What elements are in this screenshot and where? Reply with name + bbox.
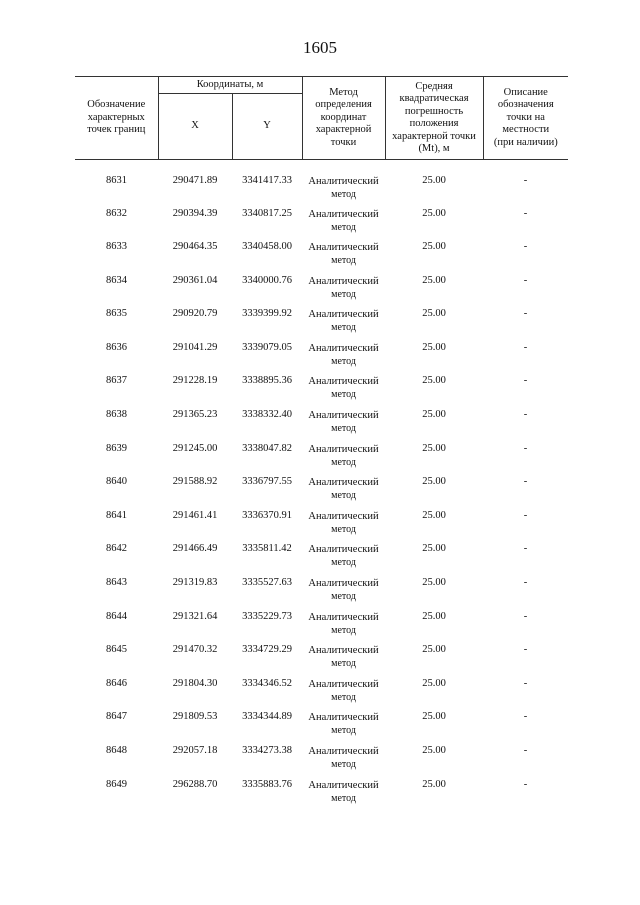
cell-point-id: 8648 — [106, 745, 127, 756]
method-line-1: Аналитический — [308, 242, 379, 254]
cell-method — [302, 308, 385, 342]
cell-description: - — [523, 509, 528, 521]
cell-error: 25.00 — [422, 577, 446, 589]
cell-error: 25.00 — [422, 341, 446, 353]
cell-y: 3336370.91 — [242, 509, 292, 521]
cell-point-id: 8646 — [106, 677, 127, 689]
cell-point-id: 8635 — [106, 308, 127, 320]
method-line-2: метод — [331, 389, 356, 401]
cell-x: 291461.41 — [172, 509, 218, 521]
header-method: Метод определения координат характерной точки — [302, 77, 385, 160]
method-line-1: Аналитический — [308, 208, 379, 220]
cell-x: 291466.49 — [172, 543, 218, 555]
cell-point-id: 8649 — [106, 778, 127, 790]
table-header — [75, 77, 568, 160]
table-row — [75, 241, 568, 275]
cell-error: 25.00 — [422, 677, 446, 689]
cell-description: - — [523, 610, 528, 622]
cell-y: 3340458.00 — [242, 241, 292, 253]
cell-y: 3334273.38 — [242, 745, 292, 756]
method-line-2: метод — [331, 591, 356, 603]
method-line-2: метод — [331, 221, 356, 233]
cell-description: - — [523, 442, 528, 454]
method-line-1: Аналитический — [308, 342, 379, 354]
method-line-1: Аналитический — [308, 779, 379, 791]
table-row — [75, 711, 568, 745]
cell-description: - — [523, 711, 528, 723]
cell-point-id: 8642 — [106, 543, 127, 555]
table-row — [75, 375, 568, 409]
cell-point-id: 8645 — [106, 644, 127, 656]
cell-error: 25.00 — [422, 409, 446, 421]
table-row — [75, 409, 568, 443]
method-line-1: Аналитический — [308, 578, 379, 590]
method-line-1: Аналитический — [308, 611, 379, 623]
cell-description: - — [523, 274, 528, 286]
table-row — [75, 745, 568, 779]
cell-x: 290361.04 — [172, 274, 218, 286]
cell-y: 3338895.36 — [242, 375, 292, 387]
table-row — [75, 443, 568, 477]
cell-method — [302, 160, 385, 208]
cell-method — [302, 409, 385, 443]
cell-point-id: 8632 — [106, 207, 127, 219]
cell-point-id: 8641 — [106, 509, 127, 521]
cell-error: 25.00 — [422, 241, 446, 253]
cell-error: 25.00 — [422, 175, 446, 186]
table-row — [75, 275, 568, 309]
cell-x: 291321.64 — [172, 610, 218, 622]
method-line-1: Аналитический — [308, 712, 379, 724]
cell-point-id: 8639 — [106, 442, 127, 454]
cell-x: 291228.19 — [172, 375, 218, 387]
method-line-2: метод — [331, 725, 356, 737]
cell-method — [302, 241, 385, 275]
cell-method — [302, 745, 385, 779]
cell-error: 25.00 — [422, 543, 446, 555]
cell-y: 3334346.52 — [242, 677, 292, 689]
cell-x: 291319.83 — [172, 577, 218, 589]
cell-description: - — [523, 308, 528, 320]
method-line-1: Аналитический — [308, 176, 379, 187]
table-row — [75, 779, 568, 813]
cell-x: 296288.70 — [172, 778, 218, 790]
table-row — [75, 510, 568, 544]
cell-description: - — [523, 409, 528, 421]
method-line-2: метод — [331, 691, 356, 703]
cell-y: 3338332.40 — [242, 409, 292, 421]
cell-point-id: 8634 — [106, 274, 127, 286]
cell-y: 3341417.33 — [242, 175, 292, 186]
cell-y: 3335811.42 — [242, 543, 292, 555]
header-coordinates: Координаты, м — [158, 77, 302, 94]
cell-y: 3338047.82 — [242, 442, 292, 454]
cell-y: 3340000.76 — [242, 274, 292, 286]
cell-description: - — [523, 577, 528, 589]
method-line-2: метод — [331, 792, 356, 804]
cell-y: 3339399.92 — [242, 308, 292, 320]
method-line-2: метод — [331, 288, 356, 300]
table-row — [75, 160, 568, 208]
cell-method — [302, 543, 385, 577]
cell-description: - — [523, 745, 528, 756]
cell-error: 25.00 — [422, 375, 446, 387]
method-line-1: Аналитический — [308, 645, 379, 657]
method-line-2: метод — [331, 624, 356, 636]
method-line-1: Аналитический — [308, 477, 379, 489]
cell-y: 3335229.73 — [242, 610, 292, 622]
cell-method — [302, 443, 385, 477]
cell-method — [302, 678, 385, 712]
cell-description: - — [523, 207, 528, 219]
cell-point-id: 8636 — [106, 341, 127, 353]
cell-method — [302, 577, 385, 611]
cell-error: 25.00 — [422, 476, 446, 488]
table-row — [75, 678, 568, 712]
cell-description: - — [523, 375, 528, 387]
header-designation: Обозначение характерных точек границ — [75, 77, 158, 160]
table-row — [75, 342, 568, 376]
cell-point-id: 8643 — [106, 577, 127, 589]
cell-point-id: 8644 — [106, 610, 127, 622]
cell-point-id: 8633 — [106, 241, 127, 253]
cell-error: 25.00 — [422, 778, 446, 790]
table-body — [75, 160, 568, 813]
cell-y: 3334344.89 — [242, 711, 292, 723]
table-row — [75, 611, 568, 645]
cell-description: - — [523, 175, 528, 186]
method-line-1: Аналитический — [308, 410, 379, 422]
method-line-2: метод — [331, 355, 356, 367]
method-line-2: метод — [331, 255, 356, 267]
header-y: Y — [232, 94, 302, 160]
cell-x: 291809.53 — [172, 711, 218, 723]
method-line-1: Аналитический — [308, 309, 379, 321]
cell-method — [302, 275, 385, 309]
cell-x: 291588.92 — [172, 476, 218, 488]
cell-description: - — [523, 241, 528, 253]
table-row — [75, 476, 568, 510]
header-x: X — [158, 94, 232, 160]
cell-method — [302, 208, 385, 242]
cell-error: 25.00 — [422, 644, 446, 656]
cell-x: 290920.79 — [172, 308, 218, 320]
cell-point-id: 8640 — [106, 476, 127, 488]
table-row — [75, 543, 568, 577]
cell-y: 3336797.55 — [242, 476, 292, 488]
table-row — [75, 577, 568, 611]
cell-description: - — [523, 644, 528, 656]
method-line-2: метод — [331, 490, 356, 502]
method-line-2: метод — [331, 557, 356, 569]
method-line-1: Аналитический — [308, 443, 379, 455]
cell-error: 25.00 — [422, 610, 446, 622]
cell-x: 292057.18 — [172, 745, 218, 756]
method-line-2: метод — [331, 658, 356, 670]
method-line-2: метод — [331, 759, 356, 770]
header-description: Описание обозначения точки на местности (при наличии) — [483, 77, 568, 160]
method-line-2: метод — [331, 523, 356, 535]
cell-method — [302, 611, 385, 645]
cell-method — [302, 779, 385, 813]
cell-x: 291365.23 — [172, 409, 218, 421]
cell-y: 3335527.63 — [242, 577, 292, 589]
cell-point-id: 8638 — [106, 409, 127, 421]
cell-description: - — [523, 543, 528, 555]
method-line-1: Аналитический — [308, 746, 379, 757]
table-row — [75, 208, 568, 242]
cell-method — [302, 510, 385, 544]
page-number: 1605 — [303, 38, 337, 57]
cell-x: 290394.39 — [172, 207, 218, 219]
method-line-1: Аналитический — [308, 510, 379, 522]
header-error: Средняя квадратическая погрешность положения характерной точки (Mt), м — [385, 77, 483, 160]
method-line-1: Аналитический — [308, 376, 379, 388]
cell-x: 290471.89 — [172, 175, 218, 186]
cell-y: 3340817.25 — [242, 207, 292, 219]
cell-y: 3335883.76 — [242, 778, 292, 790]
cell-method — [302, 342, 385, 376]
cell-method — [302, 375, 385, 409]
cell-x: 291470.32 — [172, 644, 218, 656]
cell-description: - — [523, 677, 528, 689]
cell-point-id: 8631 — [106, 175, 127, 186]
method-line-1: Аналитический — [308, 544, 379, 556]
cell-description: - — [523, 476, 528, 488]
cell-y: 3334729.29 — [242, 644, 292, 656]
cell-x: 291041.29 — [172, 341, 218, 353]
method-line-2: метод — [331, 322, 356, 334]
method-line-1: Аналитический — [308, 678, 379, 690]
method-line-2: метод — [331, 189, 356, 200]
cell-y: 3339079.05 — [242, 341, 292, 353]
cell-method — [302, 711, 385, 745]
cell-description: - — [523, 341, 528, 353]
cell-method — [302, 476, 385, 510]
cell-error: 25.00 — [422, 207, 446, 219]
cell-x: 291804.30 — [172, 677, 218, 689]
cell-x: 291245.00 — [172, 442, 218, 454]
cell-error: 25.00 — [422, 274, 446, 286]
cell-error: 25.00 — [422, 442, 446, 454]
method-line-2: метод — [331, 456, 356, 468]
cell-error: 25.00 — [422, 308, 446, 320]
cell-method — [302, 644, 385, 678]
cell-x: 290464.35 — [172, 241, 218, 253]
cell-error: 25.00 — [422, 711, 446, 723]
cell-description: - — [523, 778, 528, 790]
cell-point-id: 8637 — [106, 375, 127, 387]
cell-error: 25.00 — [422, 745, 446, 756]
method-line-1: Аналитический — [308, 275, 379, 287]
boundary-points-table — [75, 76, 568, 812]
cell-error: 25.00 — [422, 509, 446, 521]
method-line-2: метод — [331, 423, 356, 435]
table-row — [75, 308, 568, 342]
table-row — [75, 644, 568, 678]
cell-point-id: 8647 — [106, 711, 127, 723]
